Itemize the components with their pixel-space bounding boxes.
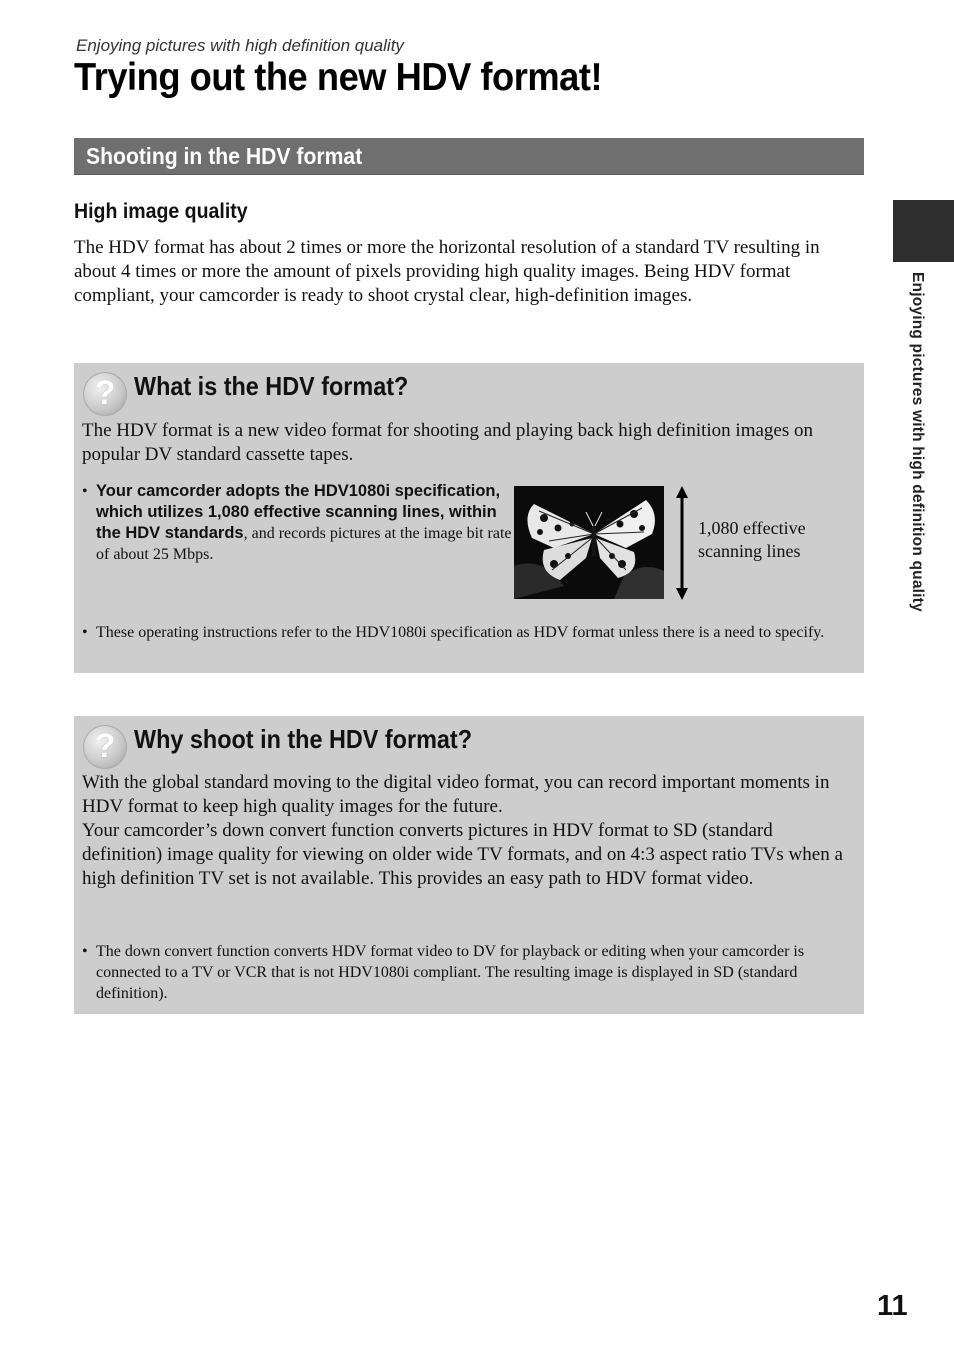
chapter-tab-block [893, 200, 954, 262]
question-icon: ? [83, 725, 127, 769]
info-box-why-shoot-hdv [74, 716, 864, 1014]
question-icon: ? [83, 372, 127, 416]
scan-label-line-1: 1,080 effective [698, 518, 806, 538]
page-title: Trying out the new HDV format! [74, 56, 603, 99]
bullet-bold-text: Your camcorder adopts the HDV1080i specification, which utilizes 1,080 effective scanning lines, within the HDV standards [96, 482, 501, 542]
box-paragraph-global-standard: With the global standard moving to the digital video format, you can record important moments in HDV format to keep high quality images for the future. [82, 772, 830, 817]
scan-label-line-2: scanning lines [698, 541, 801, 561]
subheading-high-image-quality: High image quality [74, 200, 248, 223]
chapter-side-label: Enjoying pictures with high definition quality [909, 272, 926, 612]
butterfly-image [514, 486, 664, 599]
box-title-why-shoot-hdv: Why shoot in the HDV format? [134, 724, 472, 754]
note-bullet-down-convert: • The down convert function converts HDV format video to DV for playback or editing when your camcorder is connected to a TV or VCR that is not HDV1080i compliant. The resulting image is displayed in SD (standard definition). [82, 941, 827, 1004]
box-title-what-is-hdv: What is the HDV format? [134, 371, 409, 401]
butterfly-photo [514, 486, 664, 599]
page-number: 11 [877, 1290, 908, 1322]
scanning-lines-label [698, 517, 806, 563]
bullet-hdv1080i-spec [82, 481, 512, 565]
box-intro-paragraph: The HDV format is a new video format for shooting and playing back high definition images on popular DV standard cassette tapes. [82, 420, 813, 465]
section-header-bar [74, 138, 864, 175]
double-arrow-icon [674, 486, 690, 600]
box-paragraph-down-convert: Your camcorder’s down convert function converts pictures in HDV format to SD (standard definition) image quality for viewing on older wide TV formats, and on 4:3 aspect ratio TVs when a high definition TV set is not available. This provides an easy path to HDV format video. [82, 820, 843, 889]
info-box-what-is-hdv [74, 363, 864, 673]
body-paragraph: The HDV format has about 2 times or more the horizontal resolution of a standard TV resulting in about 4 times or more the amount of pixels providing high quality images. Being HDV format compliant, your camcorder is ready to shoot crystal clear, high-definition images. [74, 237, 820, 306]
bullet-rest-text: , and records pictures at the image bit rate of about 25 Mbps. [96, 525, 512, 563]
note-bullet-spec: • These operating instructions refer to the HDV1080i specification as HDV format unless there is a need to specify. [82, 622, 864, 643]
section-title: Shooting in the HDV format [86, 143, 363, 169]
running-head: Enjoying pictures with high definition quality [76, 36, 404, 55]
